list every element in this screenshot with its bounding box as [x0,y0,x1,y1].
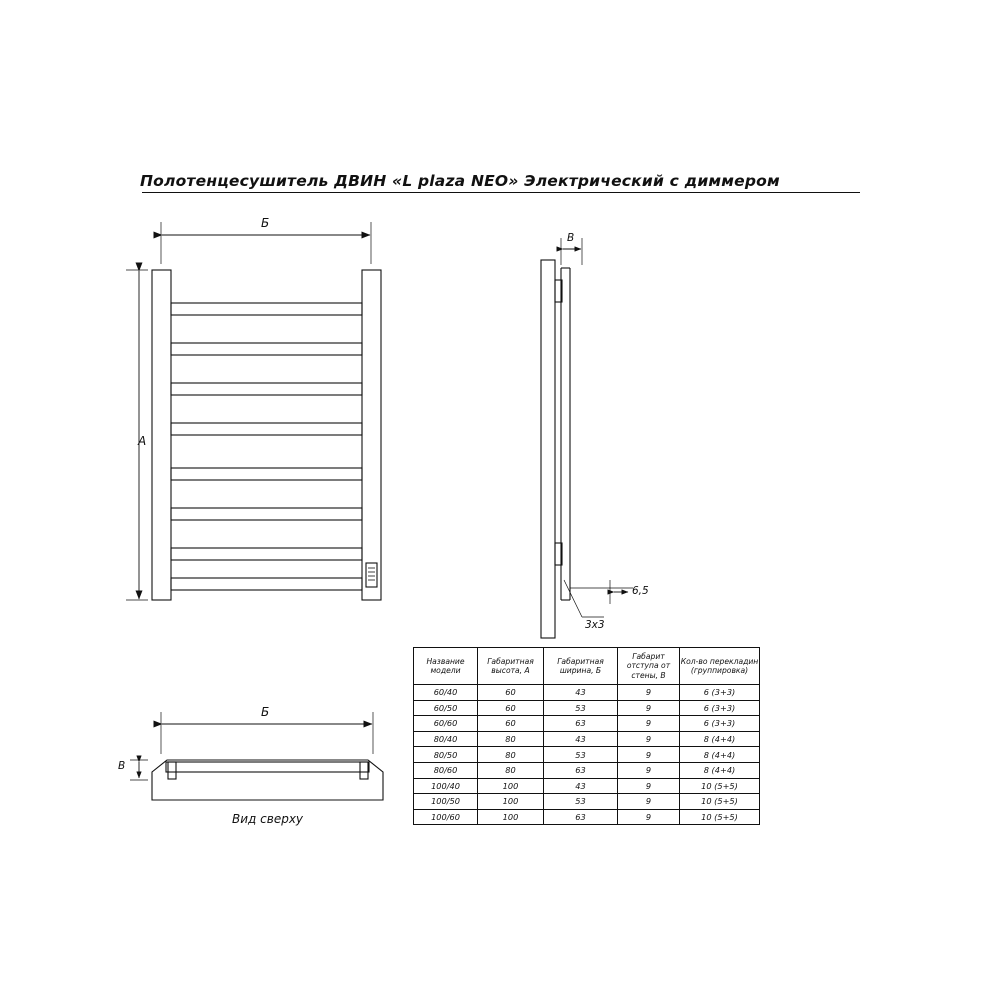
cell-height: 60 [478,700,544,716]
table-row [414,762,760,778]
cell-width: 53 [544,747,618,763]
cell-height: 60 [478,685,544,701]
cell-height: 80 [478,731,544,747]
cell-height: 80 [478,762,544,778]
cell-model: 80/60 [414,762,478,778]
cell-height: 60 [478,716,544,732]
top-width-label: Б [261,705,270,719]
cell-offset: 9 [618,700,680,716]
front-view [126,222,381,600]
cell-rungs: 6 (3+3) [680,716,760,732]
table-row [414,747,760,763]
cell-offset: 9 [618,731,680,747]
cell-width: 63 [544,716,618,732]
cell-offset: 9 [618,778,680,794]
page-title: Полотенцесушитель ДВИН «L plaza NEO» Электрический с диммером [140,172,780,190]
cell-offset: 9 [618,762,680,778]
cell-width: 53 [544,794,618,810]
side-mount-label: 3х3 [585,619,605,631]
cell-width: 53 [544,700,618,716]
cell-width: 43 [544,778,618,794]
cell-model: 100/40 [414,778,478,794]
cell-model: 100/50 [414,794,478,810]
table-row [414,685,760,701]
table-header-cell: Габарит отступа от стены, В [618,648,680,685]
cell-offset: 9 [618,794,680,810]
front-width-label: Б [261,216,270,230]
top-depth-label: В [118,760,126,772]
table-header-row [414,648,760,685]
cell-rungs: 10 (5+5) [680,809,760,825]
table-row [414,778,760,794]
table-row [414,700,760,716]
cell-width: 63 [544,809,618,825]
cell-rungs: 8 (4+4) [680,762,760,778]
cell-offset: 9 [618,747,680,763]
cell-model: 60/60 [414,716,478,732]
top-view-caption: Вид сверху [232,812,304,826]
cell-model: 100/60 [414,809,478,825]
cell-width: 43 [544,731,618,747]
table-header-cell: Габаритная ширина, Б [544,648,618,685]
cell-rungs: 6 (3+3) [680,685,760,701]
front-height-label: А [138,434,147,448]
cell-rungs: 10 (5+5) [680,778,760,794]
table-row [414,809,760,825]
table-row [414,794,760,810]
top-view [130,712,383,800]
cell-rungs: 6 (3+3) [680,700,760,716]
side-depth-label: В [567,232,575,244]
cell-rungs: 8 (4+4) [680,747,760,763]
cell-model: 80/50 [414,747,478,763]
cell-height: 100 [478,794,544,810]
cell-offset: 9 [618,716,680,732]
table-row [414,731,760,747]
table-header-cell: Кол-во перекладин (группировка) [680,648,760,685]
cell-rungs: 8 (4+4) [680,731,760,747]
cell-height: 100 [478,778,544,794]
cell-height: 100 [478,809,544,825]
table-header-cell: Габаритная высота, А [478,648,544,685]
cell-model: 60/50 [414,700,478,716]
cell-model: 60/40 [414,685,478,701]
spec-table [413,647,760,825]
side-view [541,238,633,638]
cell-offset: 9 [618,685,680,701]
cell-model: 80/40 [414,731,478,747]
cell-rungs: 10 (5+5) [680,794,760,810]
table-row [414,716,760,732]
side-offset-label: 6,5 [632,585,649,597]
cell-height: 80 [478,747,544,763]
cell-width: 63 [544,762,618,778]
cell-width: 43 [544,685,618,701]
cell-offset: 9 [618,809,680,825]
table-header-cell: Название модели [414,648,478,685]
